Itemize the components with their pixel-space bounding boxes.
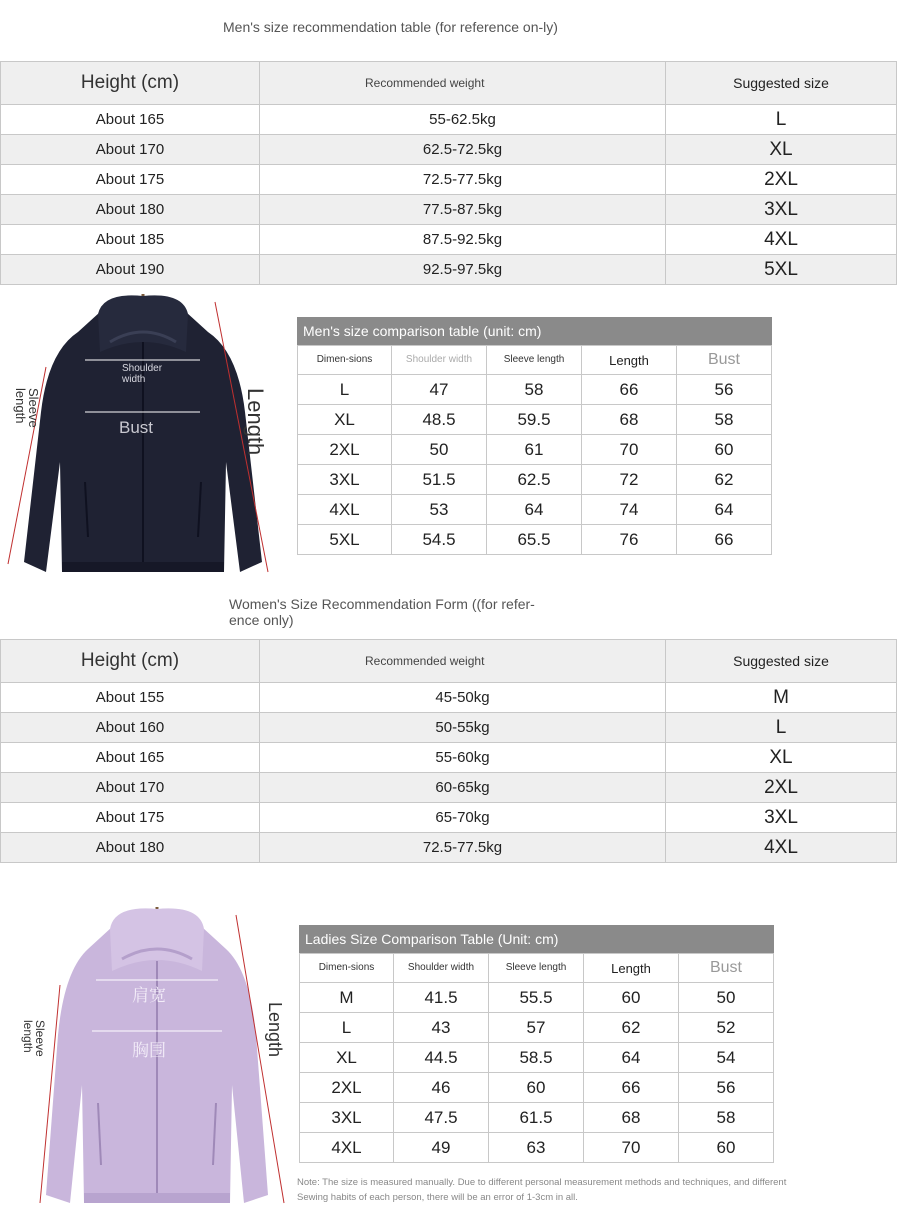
size-cell: 4XL (666, 225, 897, 255)
women-comparison-table (299, 925, 774, 1163)
length-cell: 70 (584, 1133, 679, 1163)
header-bust: Bust (677, 346, 772, 375)
header-dimensions: Dimen-sions (298, 346, 392, 375)
weight-cell: 62.5-72.5kg (260, 135, 666, 165)
bust-cell: 58 (677, 405, 772, 435)
men-sleeve-label: Sleeve length (13, 388, 41, 428)
sleeve-cell: 65.5 (487, 525, 582, 555)
size-cell: XL (298, 405, 392, 435)
weight-cell: 55-60kg (260, 743, 666, 773)
table-row (298, 465, 772, 495)
height-cell: About 165 (1, 743, 260, 773)
length-cell: 70 (582, 435, 677, 465)
size-cell: XL (666, 135, 897, 165)
women-shoulder-label: 肩宽 (132, 986, 166, 1005)
table-row (298, 405, 772, 435)
sleeve-cell: 62.5 (487, 465, 582, 495)
height-cell: About 180 (1, 833, 260, 863)
size-cell: XL (666, 743, 897, 773)
header-weight: Recommended weight (260, 62, 666, 105)
weight-cell: 60-65kg (260, 773, 666, 803)
shoulder-cell: 44.5 (394, 1043, 489, 1073)
women-comparison-caption: Ladies Size Comparison Table (Unit: cm) (299, 925, 774, 953)
shoulder-cell: 48.5 (392, 405, 487, 435)
height-cell: About 175 (1, 803, 260, 833)
size-cell: L (666, 105, 897, 135)
weight-cell: 55-62.5kg (260, 105, 666, 135)
length-cell: 66 (582, 375, 677, 405)
weight-cell: 92.5-97.5kg (260, 255, 666, 285)
size-cell: L (298, 375, 392, 405)
weight-cell: 65-70kg (260, 803, 666, 833)
table-row (1, 833, 897, 863)
size-cell: 3XL (666, 195, 897, 225)
women-recommendation-table (0, 639, 897, 863)
bust-cell: 60 (677, 435, 772, 465)
bust-cell: 54 (679, 1043, 774, 1073)
header-sleeve: Sleeve length (489, 954, 584, 983)
bust-cell: 58 (679, 1103, 774, 1133)
length-cell: 66 (584, 1073, 679, 1103)
shoulder-cell: 53 (392, 495, 487, 525)
length-cell: 64 (584, 1043, 679, 1073)
length-cell: 68 (584, 1103, 679, 1133)
measurement-note: Note: The size is measured manually. Due to different personal measurement methods and techniques, and different Sewing habits of each person, there will be an error of 1-3cm in all. (297, 1177, 787, 1203)
sleeve-cell: 63 (489, 1133, 584, 1163)
size-cell: XL (300, 1043, 394, 1073)
height-cell: About 170 (1, 135, 260, 165)
table-row (1, 195, 897, 225)
size-cell: 2XL (666, 165, 897, 195)
bust-cell: 50 (679, 983, 774, 1013)
sleeve-cell: 58 (487, 375, 582, 405)
bust-cell: 62 (677, 465, 772, 495)
size-cell: 2XL (666, 773, 897, 803)
shoulder-cell: 46 (394, 1073, 489, 1103)
men-table-title: Men's size recommendation table (for reference on-ly) (223, 19, 558, 35)
header-shoulder: Shoulder width (392, 346, 487, 375)
weight-cell: 45-50kg (260, 683, 666, 713)
height-cell: About 190 (1, 255, 260, 285)
header-sleeve: Sleeve length (487, 346, 582, 375)
table-row (300, 983, 774, 1013)
bust-cell: 56 (677, 375, 772, 405)
size-cell: 5XL (298, 525, 392, 555)
length-cell: 60 (584, 983, 679, 1013)
table-row (300, 1043, 774, 1073)
size-cell: 3XL (298, 465, 392, 495)
weight-cell: 77.5-87.5kg (260, 195, 666, 225)
header-length: Length (582, 346, 677, 375)
bust-cell: 52 (679, 1013, 774, 1043)
length-cell: 76 (582, 525, 677, 555)
table-row (1, 105, 897, 135)
shoulder-cell: 51.5 (392, 465, 487, 495)
table-row (1, 255, 897, 285)
size-cell: 3XL (300, 1103, 394, 1133)
size-cell: 4XL (666, 833, 897, 863)
sleeve-cell: 64 (487, 495, 582, 525)
size-cell: L (666, 713, 897, 743)
sleeve-cell: 58.5 (489, 1043, 584, 1073)
sleeve-cell: 57 (489, 1013, 584, 1043)
men-length-label: Length (243, 388, 268, 456)
bust-cell: 64 (677, 495, 772, 525)
table-row (298, 495, 772, 525)
header-size: Suggested size (666, 640, 897, 683)
header-bust: Bust (679, 954, 774, 983)
weight-cell: 87.5-92.5kg (260, 225, 666, 255)
men-recommendation-table (0, 61, 897, 285)
sleeve-cell: 55.5 (489, 983, 584, 1013)
shoulder-cell: 47.5 (394, 1103, 489, 1133)
table-row (300, 1133, 774, 1163)
length-cell: 68 (582, 405, 677, 435)
women-bust-label: 胸围 (132, 1041, 166, 1060)
women-sleeve-label: Sleeve length (21, 1020, 47, 1057)
table-row (298, 525, 772, 555)
sleeve-cell: 59.5 (487, 405, 582, 435)
size-cell: 2XL (298, 435, 392, 465)
table-row (300, 1013, 774, 1043)
length-cell: 74 (582, 495, 677, 525)
size-cell: M (666, 683, 897, 713)
weight-cell: 72.5-77.5kg (260, 165, 666, 195)
bust-cell: 56 (679, 1073, 774, 1103)
women-length-label: Length (265, 1002, 285, 1058)
size-cell: 2XL (300, 1073, 394, 1103)
length-cell: 72 (582, 465, 677, 495)
shoulder-cell: 50 (392, 435, 487, 465)
shoulder-cell: 54.5 (392, 525, 487, 555)
table-row (300, 1073, 774, 1103)
men-comparison-caption: Men's size comparison table (unit: cm) (297, 317, 772, 345)
sleeve-cell: 60 (489, 1073, 584, 1103)
size-cell: 5XL (666, 255, 897, 285)
height-cell: About 165 (1, 105, 260, 135)
table-row (298, 375, 772, 405)
sleeve-cell: 61 (487, 435, 582, 465)
table-row (300, 1103, 774, 1133)
height-cell: About 170 (1, 773, 260, 803)
size-cell: L (300, 1013, 394, 1043)
table-row (1, 743, 897, 773)
table-row (298, 435, 772, 465)
men-shoulder-label: Shoulder width (122, 363, 163, 385)
table-row (1, 135, 897, 165)
table-row (1, 713, 897, 743)
weight-cell: 50-55kg (260, 713, 666, 743)
table-row (1, 803, 897, 833)
size-cell: M (300, 983, 394, 1013)
length-cell: 62 (584, 1013, 679, 1043)
shoulder-cell: 41.5 (394, 983, 489, 1013)
table-row (1, 683, 897, 713)
women-table-title: Women's Size Recommendation Form ((for refer-ence only) (229, 596, 535, 628)
size-cell: 4XL (300, 1133, 394, 1163)
men-bust-label: Bust (119, 418, 154, 437)
header-length: Length (584, 954, 679, 983)
header-height: Height (cm) (1, 62, 260, 105)
size-cell: 4XL (298, 495, 392, 525)
bust-cell: 66 (677, 525, 772, 555)
height-cell: About 160 (1, 713, 260, 743)
bust-cell: 60 (679, 1133, 774, 1163)
height-cell: About 155 (1, 683, 260, 713)
header-dimensions: Dimen-sions (300, 954, 394, 983)
height-cell: About 180 (1, 195, 260, 225)
header-size: Suggested size (666, 62, 897, 105)
height-cell: About 175 (1, 165, 260, 195)
size-cell: 3XL (666, 803, 897, 833)
table-row (1, 225, 897, 255)
shoulder-cell: 49 (394, 1133, 489, 1163)
sleeve-cell: 61.5 (489, 1103, 584, 1133)
shoulder-cell: 43 (394, 1013, 489, 1043)
table-row (1, 773, 897, 803)
shoulder-cell: 47 (392, 375, 487, 405)
height-cell: About 185 (1, 225, 260, 255)
header-weight: Recommended weight (260, 640, 666, 683)
men-comparison-table (297, 317, 772, 555)
header-shoulder: Shoulder width (394, 954, 489, 983)
table-row (1, 165, 897, 195)
header-height: Height (cm) (1, 640, 260, 683)
weight-cell: 72.5-77.5kg (260, 833, 666, 863)
